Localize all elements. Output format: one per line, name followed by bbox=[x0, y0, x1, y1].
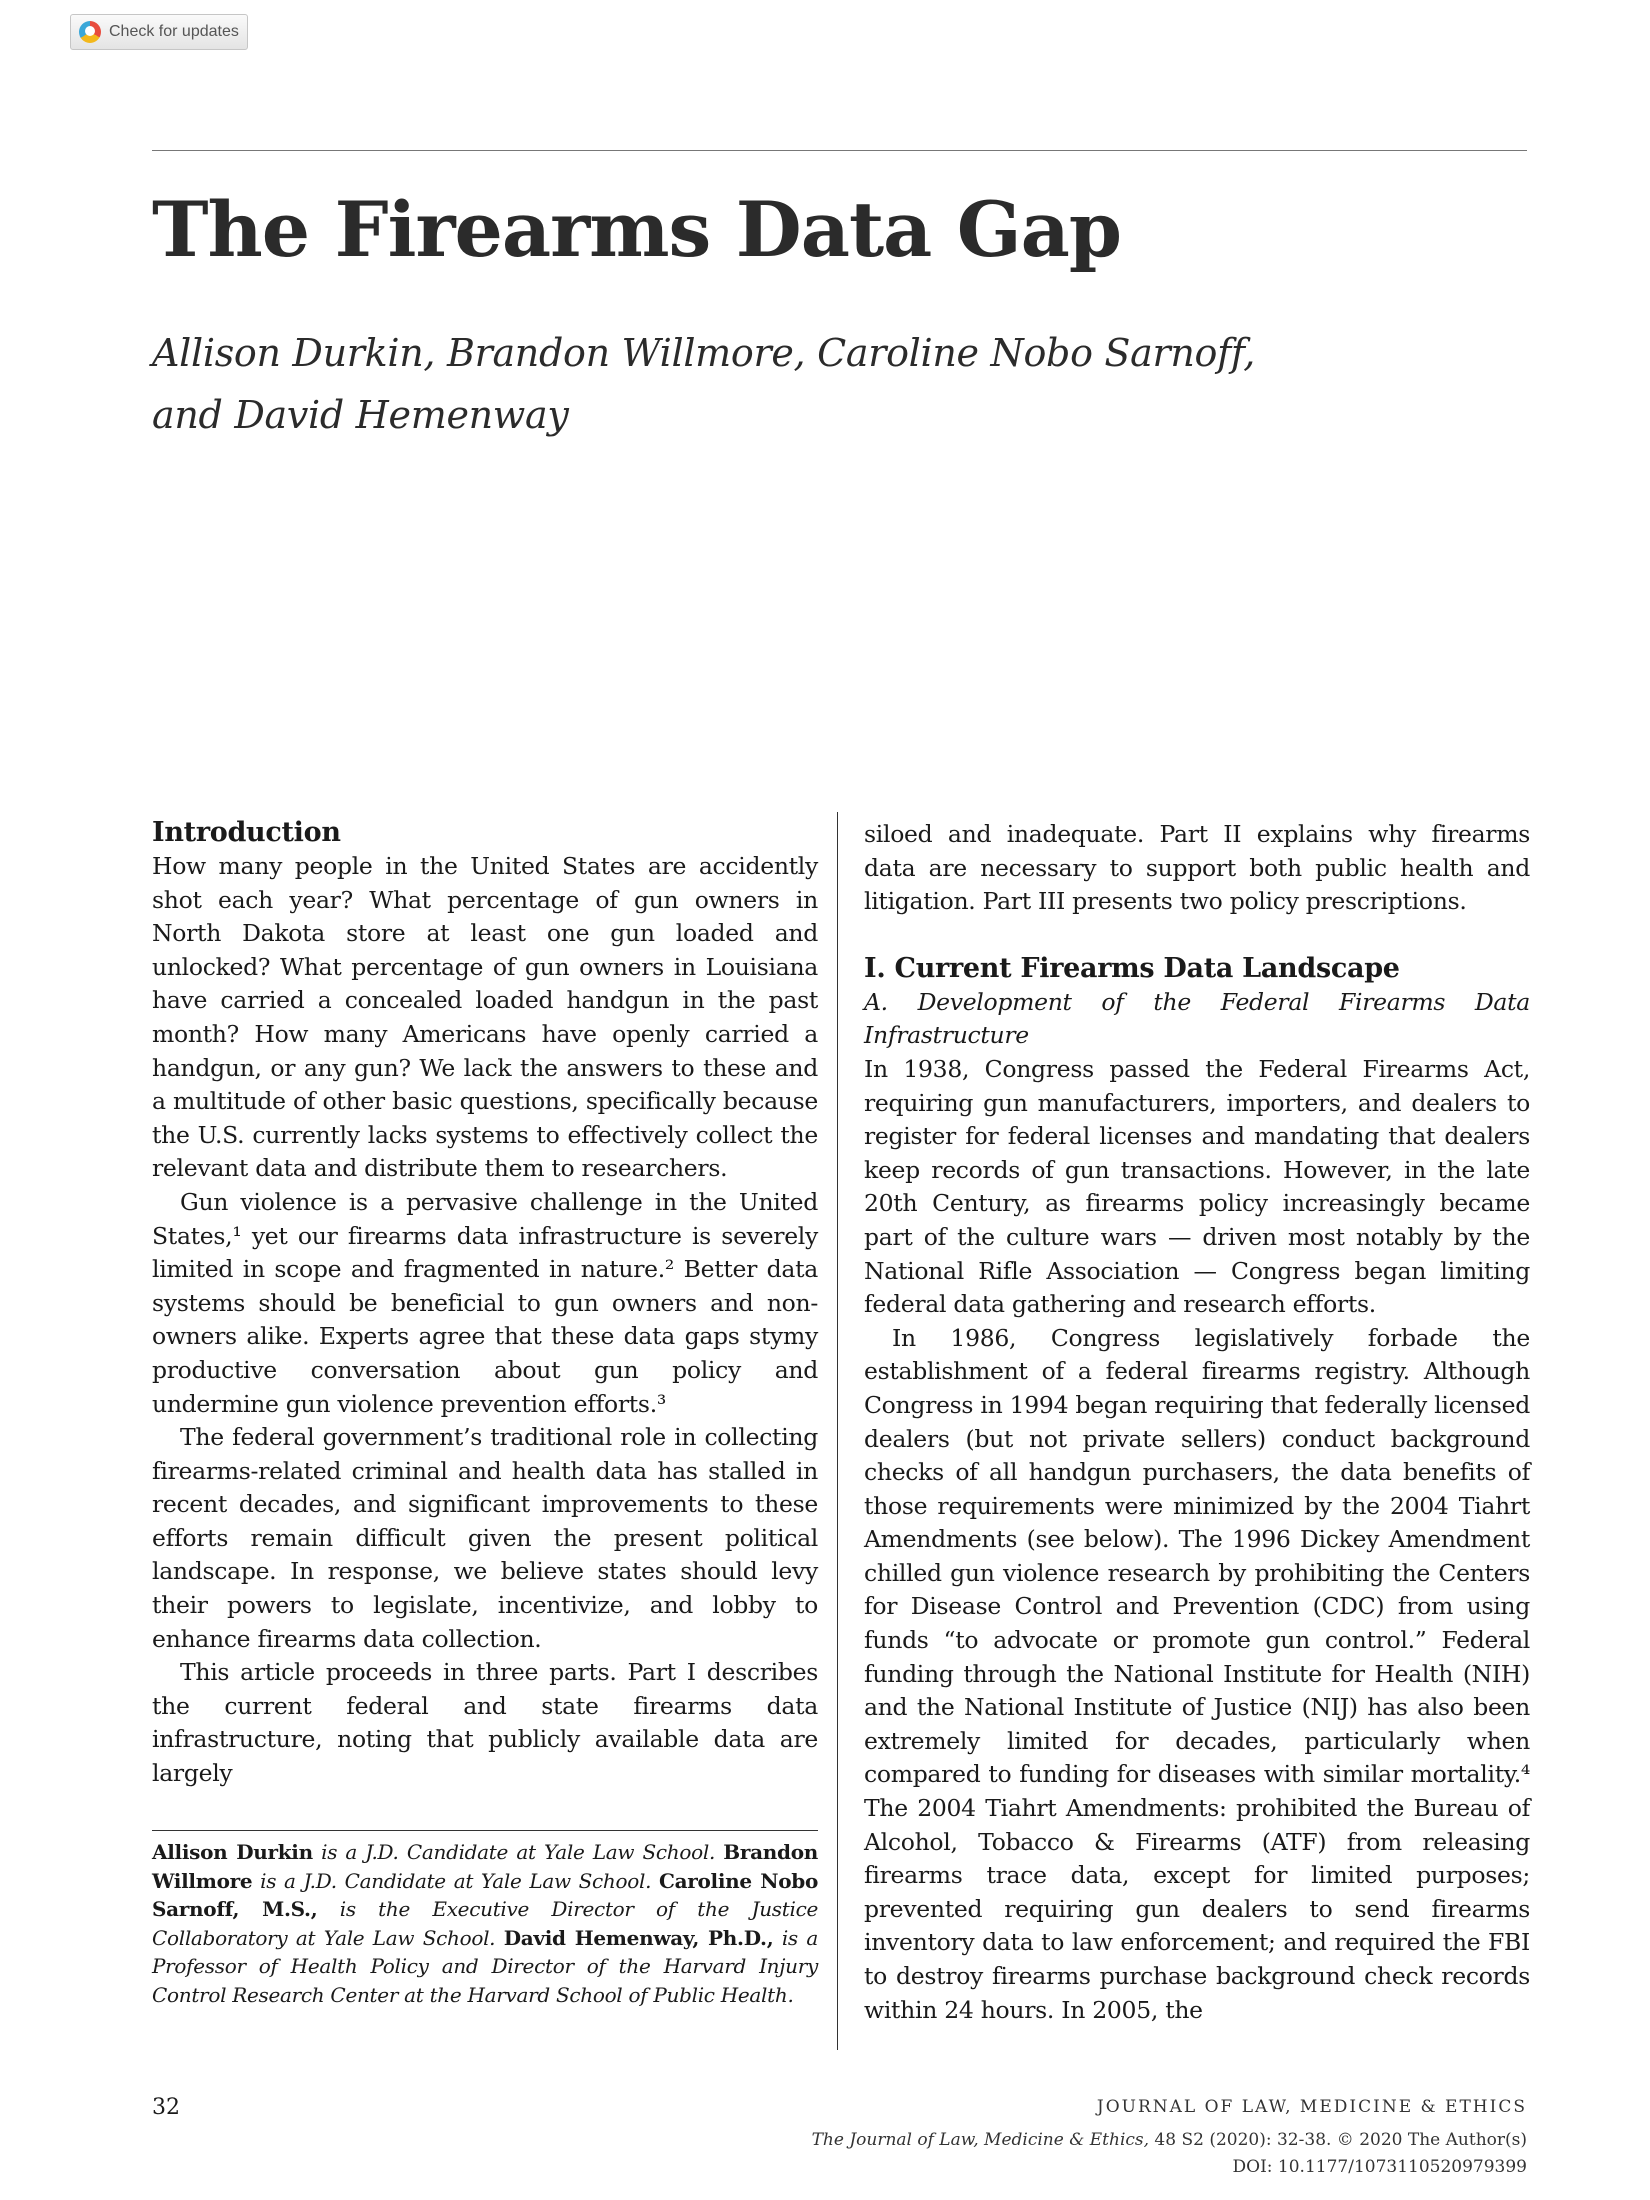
citation-journal: The Journal of Law, Medicine & Ethics, bbox=[811, 2130, 1150, 2150]
section-heading: I. Current Firearms Data Landscape bbox=[864, 952, 1400, 984]
bio-name: Caroline Nobo Sarnoff, M.S., bbox=[152, 1868, 818, 1921]
author-line-1: Allison Durkin, Brandon Willmore, Caroline Nobo Sarnoff, bbox=[152, 331, 1256, 375]
paragraph: In 1938, Congress passed the Federal Firearms Act, requiring gun manufacturers, importers, and dealers to register for federal licenses and mandating that dealers keep records of gun transactions. However, in the late 20th Century, as firearms policy increasingly became part of the culture wars — driven most notably by the National Rifle Association — Congress began limiting federal data gathering and research efforts. bbox=[864, 1054, 1530, 1319]
bio-name: Brandon Willmore bbox=[152, 1840, 818, 1893]
left-column bbox=[152, 816, 818, 1791]
bio-name: Allison Durkin bbox=[152, 1840, 313, 1864]
paragraph: Gun violence is a pervasive challenge in the United States,¹ yet our firearms data infrastructure is severely limited in scope and fragmented in nature.² Better data systems should be beneficial to gun owners and non-owners alike. Experts agree that these data gaps stymy productive conversation about gun policy and undermine gun violence prevention efforts.³ bbox=[152, 1187, 818, 1418]
subsection-heading: A. Development of the Federal Firearms Data Infrastructure bbox=[864, 987, 1530, 1050]
paragraph: This article proceeds in three parts. Part I describes the current federal and state firearms data infrastructure, noting that publicly available data are largely bbox=[152, 1658, 818, 1788]
paragraph: In 1986, Congress legislatively forbade the establishment of a federal firearms registry. Although Congress in 1994 began requiring that federally licensed dealers (but not private sellers) conduct background checks of all handgun purchasers, the data benefits of those requirements were minimized by the 2004 Tiahrt Amendments (see below). The 1996 Dickey Amendment chilled gun violence research by prohibiting the Centers for Disease Control and Prevention (CDC) from using funds “to advocate or promote gun control.” Federal funding through the National Institute for Health (NIH) and the National Institute of Justice (NIJ) has also been extremely limited for decades, particularly when compared to funding for diseases with similar mortality.⁴ The 2004 Tiahrt Amendments: prohibited the Bureau of Alcohol, Tobacco & Firearms (ATF) from releasing firearms trace data, except for limited purposes; prevented requiring gun dealers to send firearms inventory data to law enforcement; and required the FBI to destroy firearms purchase background check records within 24 hours. In 2005, the bbox=[864, 1323, 1530, 2024]
bio-text: is a J.D. Candidate at Yale Law School. bbox=[312, 1840, 724, 1864]
citation bbox=[812, 2130, 1527, 2150]
author-line-2: and David Hemenway bbox=[152, 393, 569, 437]
bio-text: is a J.D. Candidate at Yale Law School. bbox=[252, 1868, 659, 1893]
author-list bbox=[152, 322, 1452, 446]
paragraph: How many people in the United States are accidently shot each year? What percentage of gun owners in North Dakota store at least one gun loaded and unlocked? What percentage of gun owners in Louisiana have carried a concealed loaded handgun in the past month? How many Americans have openly carried a handgun, or any gun? We lack the answers to these and a multitude of other basic questions, specifically because the U.S. currently lacks systems to effectively collect the relevant data and distribute them to researchers. bbox=[152, 852, 818, 1183]
introduction-heading: Introduction bbox=[152, 817, 341, 848]
header-rule bbox=[152, 150, 1527, 151]
page-number: 32 bbox=[152, 2095, 180, 2120]
journal-name: JOURNAL OF LAW, MEDICINE & ETHICS bbox=[1096, 2097, 1527, 2117]
check-for-updates-button[interactable] bbox=[70, 14, 248, 50]
bio-text: is a Professor of Health Policy and Director of the Harvard Injury Control Research Center at the Harvard School of Public Health. bbox=[152, 1925, 818, 2007]
author-bios bbox=[152, 1838, 818, 2009]
paragraph: The federal government’s traditional role in collecting firearms-related criminal and health data has stalled in recent decades, and significant improvements to these efforts remain difficult given the present political landscape. In response, we believe states should levy their powers to legislate, incentivize, and lobby to enhance firearms data collection. bbox=[152, 1423, 818, 1653]
bio-text: is the Executive Director of the Justice Collaboratory at Yale Law School. bbox=[152, 1897, 819, 1950]
crossmark-icon bbox=[79, 21, 101, 43]
footnote-rule bbox=[152, 1830, 818, 1831]
citation-details: 48 S2 (2020): 32-38. © 2020 The Author(s) bbox=[1149, 2130, 1527, 2150]
bio-name: David Hemenway, Ph.D., bbox=[503, 1925, 774, 1950]
check-for-updates-label: Check for updates bbox=[109, 23, 239, 40]
article-title: The Firearms Data Gap bbox=[152, 185, 1122, 274]
column-divider bbox=[837, 812, 838, 2050]
paragraph: siloed and inadequate. Part II explains why firearms data are necessary to support both public health and litigation. Part III presents two policy prescriptions. bbox=[864, 820, 1530, 916]
right-column bbox=[864, 818, 1530, 2027]
doi: DOI: 10.1177/1073110520979399 bbox=[1232, 2157, 1527, 2177]
